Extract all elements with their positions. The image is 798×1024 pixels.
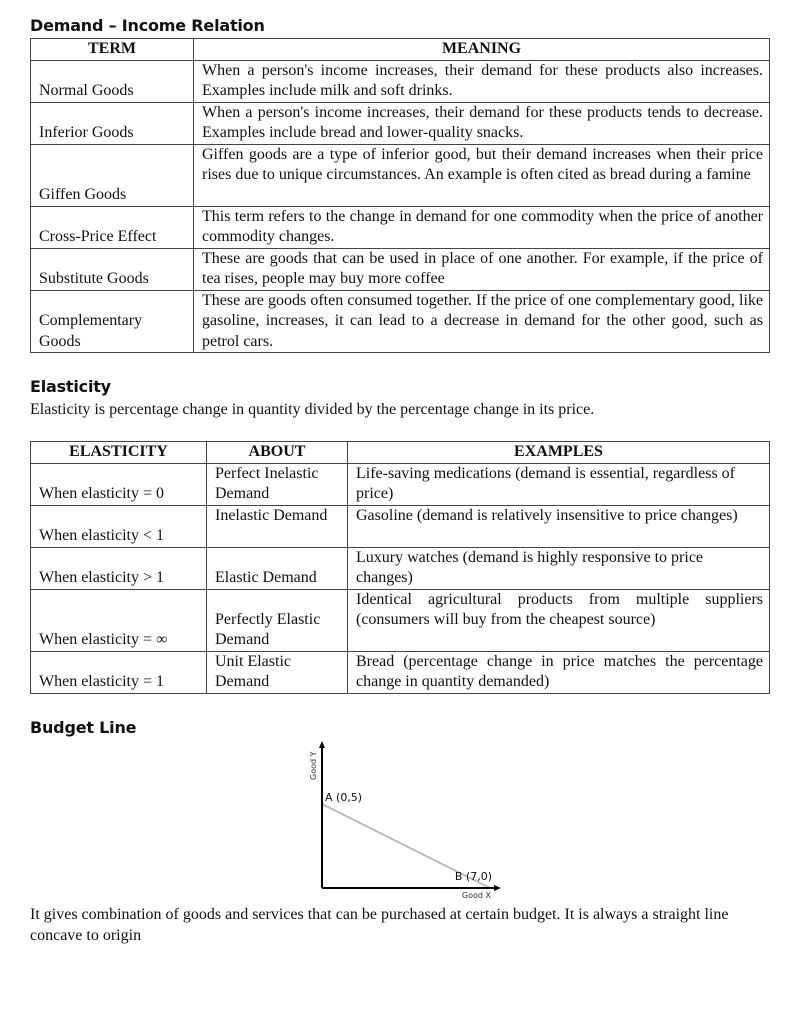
about-cell: Elastic Demand: [207, 547, 348, 589]
table-row: [31, 206, 770, 248]
budget-line-chart: [300, 738, 510, 906]
term-cell: Complementary Goods: [31, 290, 194, 353]
table-row: [31, 505, 770, 547]
about-cell: Perfect Inelastic Demand: [207, 463, 348, 505]
meaning-cell: When a person's income increases, their demand for these products also increases. Examples include milk and soft drinks.: [194, 60, 770, 102]
table-row: [31, 290, 770, 353]
y-axis-label: Good Y: [309, 751, 318, 780]
elasticity-cell: When elasticity = ∞: [31, 589, 207, 651]
table-header-row: [31, 442, 770, 464]
header-meaning: MEANING: [194, 39, 770, 61]
meaning-cell: This term refers to the change in demand for one commodity when the price of another commodity changes.: [194, 206, 770, 248]
term-cell: Giffen Goods: [31, 144, 194, 206]
elasticity-title: Elasticity: [30, 377, 111, 396]
table-row: [31, 651, 770, 693]
x-axis-label: Good X: [461, 891, 491, 900]
elasticity-cell: When elasticity = 1: [31, 651, 207, 693]
examples-cell: Life-saving medications (demand is essential, regardless of price): [348, 463, 770, 505]
budget-line-description: It gives combination of goods and services that can be purchased at certain budget. It is always a straight line concave to origin: [30, 906, 729, 944]
term-cell: Substitute Goods: [31, 248, 194, 290]
about-cell: Inelastic Demand: [207, 505, 348, 547]
point-a-label: A (0,5): [325, 791, 363, 804]
meaning-cell: These are goods that can be used in place of one another. For example, if the price of tea rises, people may buy more coffee: [194, 248, 770, 290]
elasticity-table: [30, 441, 770, 694]
budget-line-title: Budget Line: [30, 718, 137, 737]
y-axis-arrow: [319, 741, 325, 748]
examples-cell: Identical agricultural products from multiple suppliers (consumers will buy from the cheapest source): [348, 589, 770, 651]
elasticity-cell: When elasticity > 1: [31, 547, 207, 589]
examples-cell: Luxury watches (demand is highly responsive to price changes): [348, 547, 770, 589]
examples-cell: Gasoline (demand is relatively insensitive to price changes): [348, 505, 770, 547]
term-cell: Inferior Goods: [31, 102, 194, 144]
table-row: [31, 102, 770, 144]
about-cell: Perfectly Elastic Demand: [207, 589, 348, 651]
table-row: [31, 463, 770, 505]
table-header-row: [31, 39, 770, 61]
meaning-cell: These are goods often consumed together. If the price of one complementary good, like gasoline, increases, it can lead to a decrease in demand for the other good, such as petrol cars.: [194, 290, 770, 353]
elasticity-cell: When elasticity < 1: [31, 505, 207, 547]
point-b-label: B (7,0): [454, 870, 492, 883]
demand-income-table: [30, 38, 770, 353]
table-row: [31, 144, 770, 206]
meaning-cell: Giffen goods are a type of inferior good, but their demand increases when their price rises due to unique circumstances. An example is often cited as bread during a famine: [194, 144, 770, 206]
x-axis-arrow: [494, 885, 501, 891]
table-row: [31, 589, 770, 651]
header-examples: EXAMPLES: [348, 442, 770, 464]
header-about: ABOUT: [207, 442, 348, 464]
demand-income-title: Demand – Income Relation: [30, 16, 265, 35]
header-term: TERM: [31, 39, 194, 61]
elasticity-description: Elasticity is percentage change in quantity divided by the percentage change in its price.: [30, 401, 595, 418]
table-row: [31, 248, 770, 290]
table-row: [31, 60, 770, 102]
meaning-cell: When a person's income increases, their demand for these products tends to decrease. Examples include bread and lower-quality snacks.: [194, 102, 770, 144]
examples-cell: Bread (percentage change in price matches the percentage change in quantity demanded): [348, 651, 770, 693]
elasticity-cell: When elasticity = 0: [31, 463, 207, 505]
header-elasticity: ELASTICITY: [31, 442, 207, 464]
table-row: [31, 547, 770, 589]
term-cell: Cross-Price Effect: [31, 206, 194, 248]
about-cell: Unit Elastic Demand: [207, 651, 348, 693]
term-cell: Normal Goods: [31, 60, 194, 102]
